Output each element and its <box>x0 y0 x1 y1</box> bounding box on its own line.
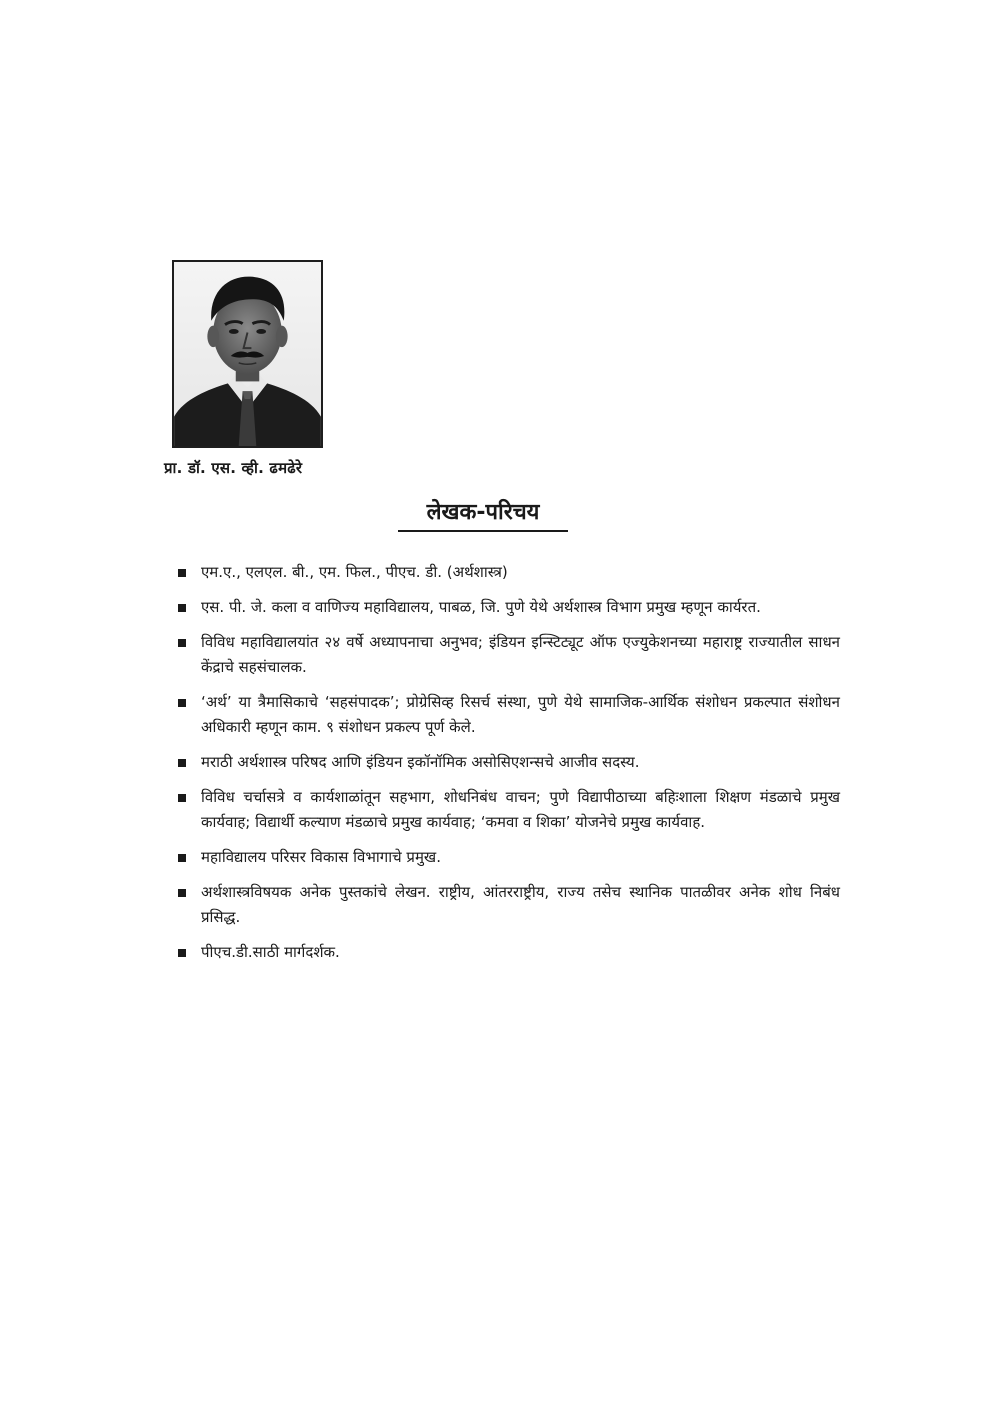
list-item-text: पीएच.डी.साठी मार्गदर्शक. <box>201 943 340 961</box>
list-item <box>175 630 840 680</box>
author-profile-list <box>175 560 840 975</box>
square-bullet-icon <box>178 759 186 767</box>
list-item-text: अर्थशास्त्रविषयक अनेक पुस्तकांचे लेखन. राष्ट्रीय, आंतरराष्ट्रीय, राज्य तसेच स्थानिक पातळीवर अनेक शोध निबंध प्रसिद्ध. <box>201 883 840 926</box>
list-item <box>175 785 840 835</box>
list-item <box>175 845 840 870</box>
list-item <box>175 880 840 930</box>
square-bullet-icon <box>178 889 186 897</box>
list-item-text: मराठी अर्थशास्त्र परिषद आणि इंडियन इकॉनॉमिक असोसिएशन्सचे आजीव सदस्य. <box>201 753 640 771</box>
list-item <box>175 750 840 775</box>
list-item-text: विविध महाविद्यालयांत २४ वर्षे अध्यापनाचा अनुभव; इंडियन इन्स्टिट्यूट ऑफ एज्युकेशनच्या महाराष्ट्र राज्यातील साधन केंद्राचे सहसंचालक. <box>201 633 840 676</box>
square-bullet-icon <box>178 794 186 802</box>
square-bullet-icon <box>178 569 186 577</box>
square-bullet-icon <box>178 639 186 647</box>
author-portrait-image <box>174 262 321 446</box>
square-bullet-icon <box>178 699 186 707</box>
square-bullet-icon <box>178 949 186 957</box>
list-item-text: ‘अर्थ’ या त्रैमासिकाचे ‘सहसंपादक’; प्रोग्रेसिव्ह रिसर्च संस्था, पुणे येथे सामाजिक-आर्थिक संशोधन प्रकल्पात संशोधन अधिकारी म्हणून काम. ९ संशोधन प्रकल्प पूर्ण केले. <box>201 693 840 736</box>
square-bullet-icon <box>178 604 186 612</box>
list-item-text: विविध चर्चासत्रे व कार्यशाळांतून सहभाग, शोधनिबंध वाचन; पुणे विद्यापीठाच्या बहिःशाला शिक्षण मंडळाचे प्रमुख कार्यवाह; विद्यार्थी कल्याण मंडळाचे प्रमुख कार्यवाह; ‘कमवा व शिका’ योजनेचे प्रमुख कार्यवाह. <box>201 788 840 831</box>
square-bullet-icon <box>178 854 186 862</box>
list-item <box>175 560 840 585</box>
list-item <box>175 595 840 620</box>
list-item-text: एम.ए., एलएल. बी., एम. फिल., पीएच. डी. (अर्थशास्त्र) <box>201 563 508 581</box>
section-title: लेखक-परिचय <box>398 496 568 532</box>
list-item-text: एस. पी. जे. कला व वाणिज्य महाविद्यालय, पाबळ, जि. पुणे येथे अर्थशास्त्र विभाग प्रमुख म्हणून कार्यरत. <box>201 598 761 616</box>
list-item <box>175 690 840 740</box>
list-item <box>175 940 840 965</box>
author-name-caption: प्रा. डॉ. एस. व्ही. ढमढेरे <box>164 459 303 477</box>
author-photo <box>172 260 323 448</box>
list-item-text: महाविद्यालय परिसर विकास विभागाचे प्रमुख. <box>201 848 441 866</box>
